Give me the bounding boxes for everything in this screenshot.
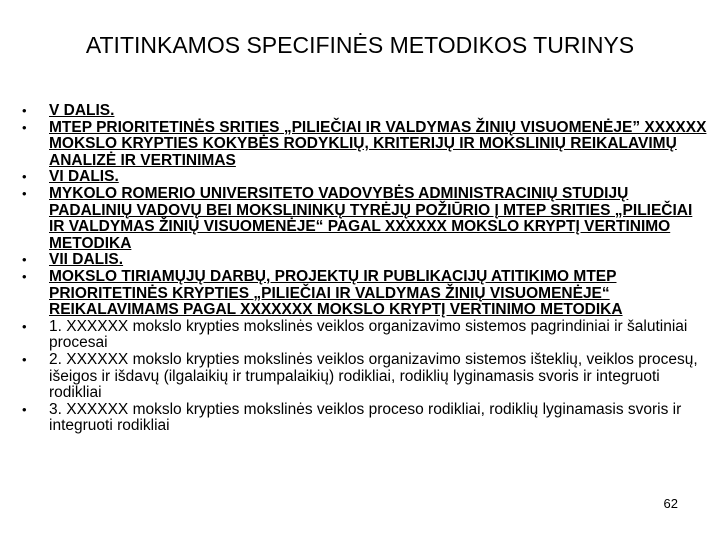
list-item	[22, 120, 712, 170]
list-item	[22, 352, 712, 402]
list-item	[22, 169, 712, 186]
bullet-icon: •	[22, 119, 27, 135]
list-item	[22, 103, 712, 120]
section-description: MTEP PRIORITETINĖS SRITIES „PILIEČIAI IR VALDYMAS ŽINIŲ VISUOMENĖJE” XXXXXX MOKSLO KRYPTIES KOKYBĖS RODYKLIŲ, KRITERIJŲ IR MOKSLINIŲ REIKALAVIMŲ ANALIZĖ IR VERTINIMAS	[49, 118, 707, 169]
content-list	[22, 103, 712, 435]
list-item	[22, 402, 712, 435]
item-text: 2. XXXXXX mokslo krypties mokslinės veiklos organizavimo sistemos išteklių, veiklos procesų, išeigos ir išdavų (ilgalaikių ir trumpalaikių) rodikliai, rodiklių lyginamasis svoris ir integruoti rodikliai	[49, 350, 698, 402]
item-text: 3. XXXXXX mokslo krypties mokslinės veiklos proceso rodikliai, rodiklių lyginamasis svoris ir integruoti rodikliai	[49, 400, 682, 435]
section-heading: VI DALIS.	[49, 168, 119, 186]
list-item	[22, 319, 712, 352]
slide-title: ATITINKAMOS SPECIFINĖS METODIKOS TURINYS	[85, 32, 635, 58]
bullet-icon: •	[22, 401, 27, 417]
item-text: 1. XXXXXX mokslo krypties mokslinės veiklos organizavimo sistemos pagrindiniai ir šalutiniai procesai	[49, 317, 688, 352]
bullet-icon: •	[22, 351, 27, 367]
list-item	[22, 269, 712, 319]
bullet-icon: •	[22, 103, 27, 118]
section-description: MOKSLO TIRIAMŲJŲ DARBŲ, PROJEKTŲ IR PUBLIKACIJŲ ATITIKIMO MTEP PRIORITETINĖS KRYPTIES „PILIEČIAI IR VALDYMAS ŽINIŲ VISUOMENĖJE“ REIKALAVIMAMS PAGAL XXXXXXX MOKSLO KRYPTĮ VERTINIMO METODIKA	[49, 267, 623, 319]
bullet-icon: •	[22, 169, 27, 185]
bullet-icon: •	[22, 252, 27, 268]
section-heading: VII DALIS.	[49, 251, 124, 269]
bullet-icon: •	[22, 318, 27, 334]
list-item	[22, 252, 712, 269]
list-item	[22, 186, 712, 252]
page-number: 62	[663, 496, 678, 511]
section-description: MYKOLO ROMERIO UNIVERSITETO VADOVYBĖS ADMINISTRACINIŲ STUDIJŲ PADALINIŲ VADOVŲ BEI MOKSLININKŲ TYRĖJŲ POŽIŪRIO Į MTEP SRITIES „PILIEČIAI IR VALDYMAS ŽINIŲ VISUOMENĖJE“ PAGAL XXXXXX MOKSLO KRYPTĮ VERTINIMO METODIKA	[49, 184, 693, 252]
bullet-icon: •	[22, 185, 27, 201]
section-heading: V DALIS.	[49, 102, 115, 119]
bullet-icon: •	[22, 268, 27, 284]
